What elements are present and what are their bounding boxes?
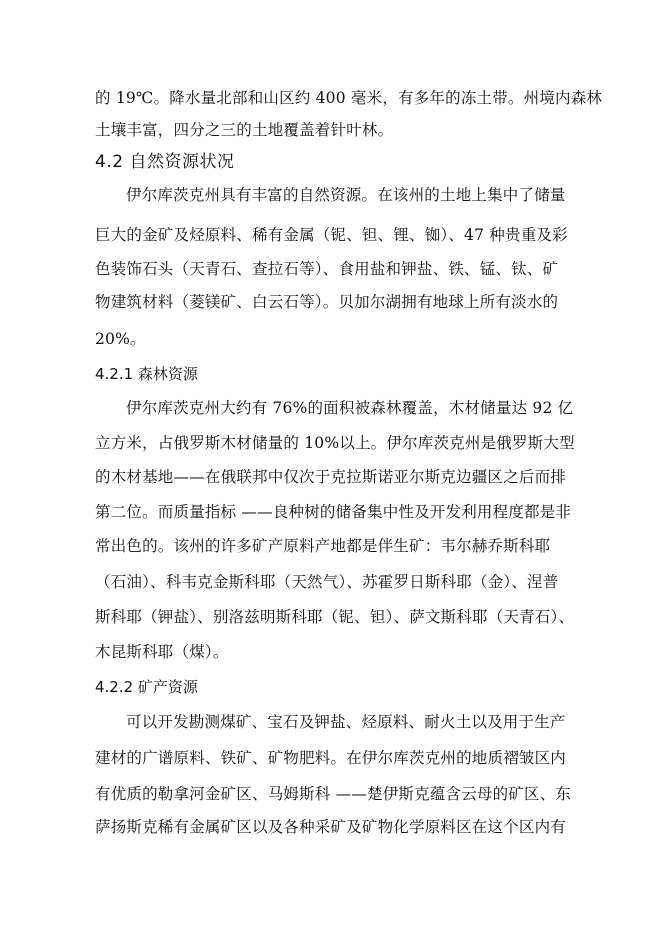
- intro-line-1: 的 19℃。降水量北部和山区约 400 毫米，有多年的冻土带。州境内森林: [95, 89, 603, 107]
- paragraph-line: 20%。: [95, 330, 146, 348]
- paragraph-line: 立方米，占俄罗斯木材储量的 10%以上。伊尔库茨克州是俄罗斯大型: [95, 434, 575, 452]
- section-heading-4-2: 4.2 自然资源状况: [95, 152, 235, 172]
- paragraph-line: 巨大的金矿及烃原料、稀有金属（铌、钽、锂、铷）、47 种贵重及彩: [95, 226, 568, 244]
- section-heading-4-2-1: 4.2.1 森林资源: [95, 365, 198, 383]
- paragraph-line: 的木材基地——在俄联邦中仅次于克拉斯诺亚尔斯克边疆区之后而排: [95, 468, 567, 486]
- paragraph-line: 木昆斯科耶（煤）。: [95, 643, 229, 661]
- paragraph-line: 色装饰石头（天青石、查拉石等）、食用盐和钾盐、铁、锰、钛、矿: [95, 260, 559, 278]
- paragraph-line: 伊尔库茨克州大约有 76%的面积被森林覆盖，木材储量达 92 亿: [126, 399, 574, 417]
- paragraph-line: （石油）、科韦克金斯科耶（天然气）、苏霍罗日斯科耶（金）、涅普: [95, 573, 559, 591]
- intro-line-2: 土壤丰富，四分之三的土地覆盖着针叶林。: [95, 121, 394, 139]
- paragraph-line: 常出色的。该州的许多矿产原料产地都是伴生矿：韦尔赫乔斯科耶: [95, 537, 551, 555]
- paragraph-line: 建材的广谱原料、铁矿、矿物肥料。在伊尔库茨克州的地质褶皱区内: [95, 749, 567, 767]
- paragraph-line: 物建筑材料（菱镁矿、白云石等）。贝加尔湖拥有地球上所有淡水的: [95, 293, 559, 311]
- paragraph-line: 萨扬斯克稀有金属矿区以及各种采矿及矿物化学原料区在这个区内有: [95, 818, 567, 836]
- paragraph-line: 伊尔库茨克州具有丰富的自然资源。在该州的土地上集中了储量: [126, 186, 566, 204]
- section-heading-4-2-2: 4.2.2 矿产资源: [95, 678, 198, 696]
- paragraph-line: 可以开发勘测煤矿、宝石及钾盐、烃原料、耐火土以及用于生产: [126, 713, 566, 731]
- paragraph-line: 有优质的勒拿河金矿区、马姆斯科 ——楚伊斯克蕴含云母的矿区、东: [95, 785, 572, 803]
- paragraph-line: 斯科耶（钾盐）、别洛兹明斯科耶（铌、钽）、萨文斯科耶（天青石）、: [95, 608, 575, 626]
- paragraph-line: 第二位。而质量指标 ——良种树的储备集中性及开发利用程度都是非: [95, 503, 572, 521]
